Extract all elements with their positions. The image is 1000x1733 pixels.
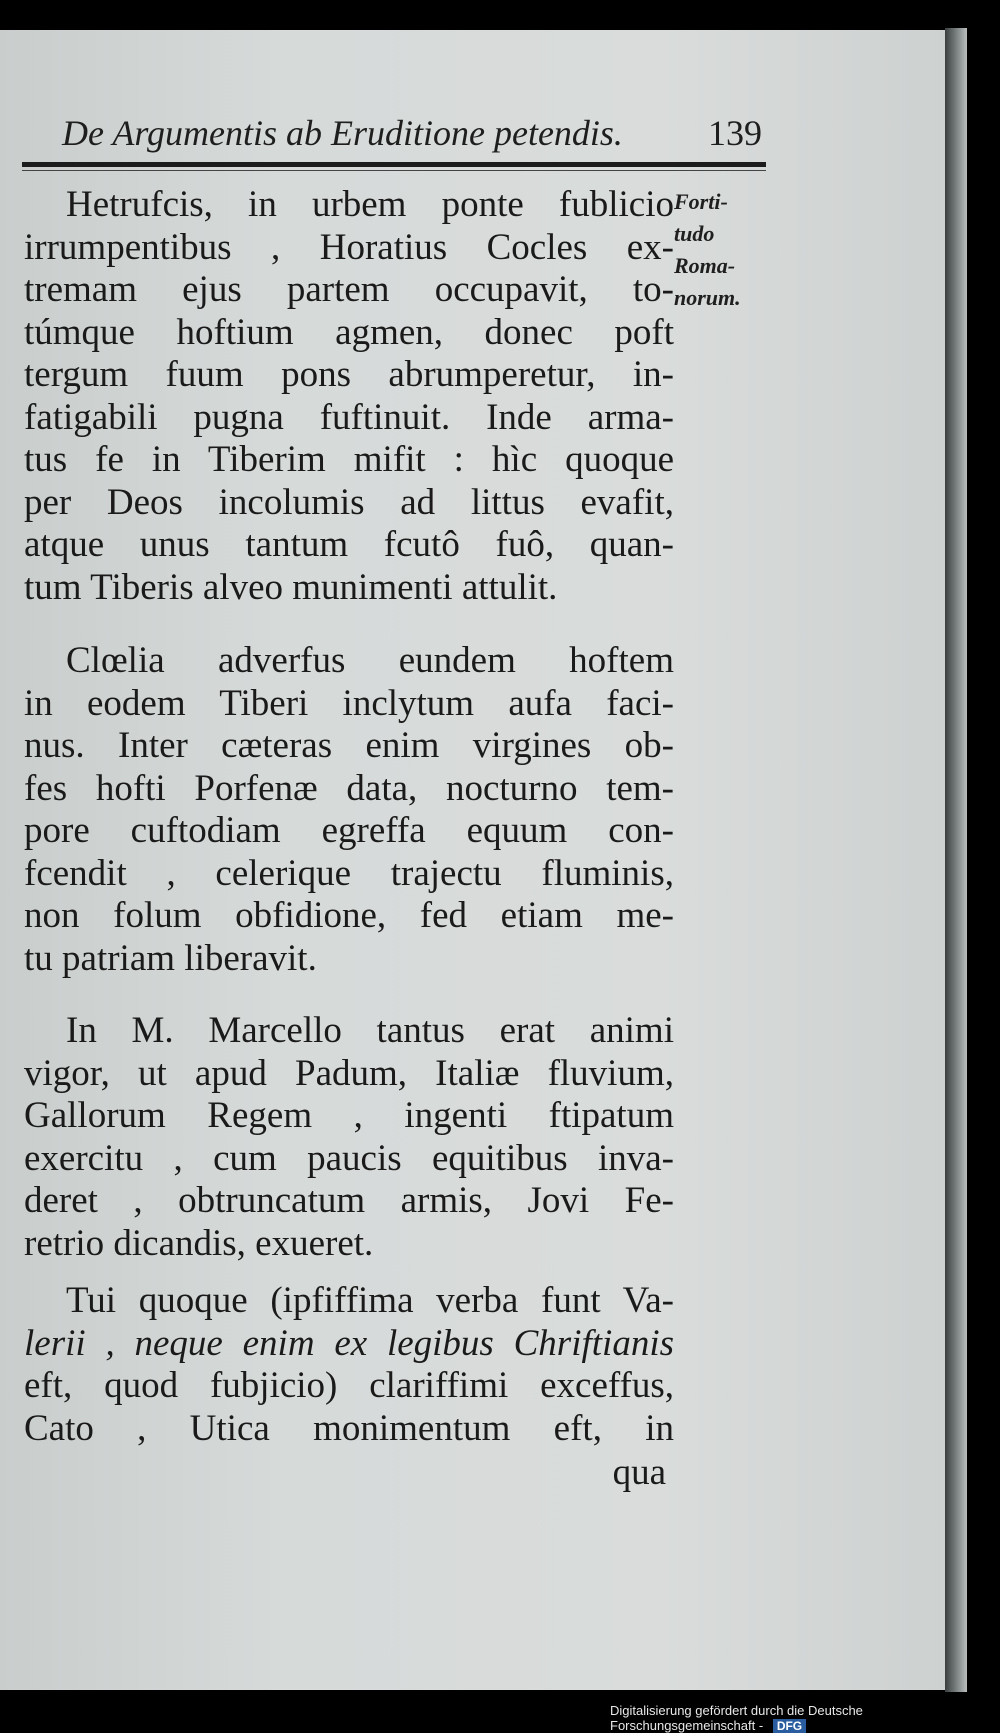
paragraph-horatius (24, 184, 674, 609)
text-line: fatigabili pugna fuftinuit. Inde arma- (24, 396, 674, 438)
text-line: retrio dicandis, exueret. (24, 1222, 374, 1264)
text-line: deret , obtruncatum armis, Jovi Fe- (24, 1180, 674, 1221)
catchword: qua (612, 1452, 666, 1493)
margin-note-line: norum. (674, 285, 741, 310)
text-line: tergum fuum pons abrumperetur, in- (24, 354, 674, 395)
header-rule-thin (22, 170, 766, 171)
margin-note-line: Forti- (674, 189, 728, 214)
text-line: exercitu , cum paucis equitibus inva- (24, 1137, 674, 1179)
paragraph-marcellus (24, 1010, 674, 1265)
text-line: Clœlia adverfus eundem hoftem (66, 640, 674, 681)
page-edge (945, 28, 967, 1692)
text-line: fes hofti Porfenæ data, nocturno tem- (24, 767, 674, 809)
catchword-block (24, 1452, 674, 1495)
text-line: lerii , neque enim ex legibus Chriftianis (24, 1322, 674, 1364)
text-line: tum Tiberis alveo munimenti attulit. (24, 566, 558, 608)
text-line: tremam ejus partem occupavit, to- (24, 269, 674, 310)
text-line: non folum obfidione, fed etiam me- (24, 895, 674, 936)
paragraph-cloelia (24, 640, 674, 980)
text-line: vigor, ut apud Padum, Italiæ fluvium, (24, 1052, 674, 1094)
text-line: Hetrufcis, in urbem ponte fublicio (66, 184, 674, 225)
text-line: irrumpentibus , Horatius Cocles ex- (24, 226, 674, 268)
running-head (62, 112, 762, 154)
text-line: tus fe in Tiberim mifit : hìc quoque (24, 439, 674, 480)
text-line: per Deos incolumis ad littus evafit, (24, 481, 674, 523)
footer-credit (610, 1703, 1000, 1733)
dfg-logo: DFG (773, 1719, 806, 1733)
text-line: nus. Inter cæteras enim virgines ob- (24, 725, 674, 766)
text-line: tu patriam liberavit. (24, 937, 317, 979)
margin-note-line: tudo (674, 221, 715, 246)
paragraph-cato (24, 1280, 674, 1450)
text-line: atque unus tantum fcutô fuô, quan- (24, 524, 674, 565)
text-line: Cato , Utica monimentum eft, in (24, 1407, 674, 1449)
running-title: De Argumentis ab Eruditione petendis. (62, 113, 623, 153)
text-line: Tui quoque (ipfiffima verba funt Va- (66, 1280, 674, 1321)
text-line: eft, quod fubjicio) clariffimi exceffus, (24, 1365, 674, 1406)
page-number: 139 (708, 113, 762, 153)
margin-note-line: Roma- (674, 253, 736, 278)
text-line: Gallorum Regem , ingenti ftipatum (24, 1095, 674, 1136)
text-line: In M. Marcello tantus erat animi (66, 1010, 674, 1051)
footer-text: Digitalisierung gefördert durch die Deutsche Forschungsgemeinschaft - (610, 1703, 863, 1733)
header-rule (22, 162, 766, 167)
text-line: fcendit , celerique trajectu fluminis, (24, 852, 674, 894)
text-line: in eodem Tiberi inclytum aufa faci- (24, 682, 674, 724)
text-line: túmque hoftium agmen, donec poft (24, 311, 674, 353)
margin-note (674, 186, 774, 314)
text-line: pore cuftodiam egreffa equum con- (24, 810, 674, 851)
